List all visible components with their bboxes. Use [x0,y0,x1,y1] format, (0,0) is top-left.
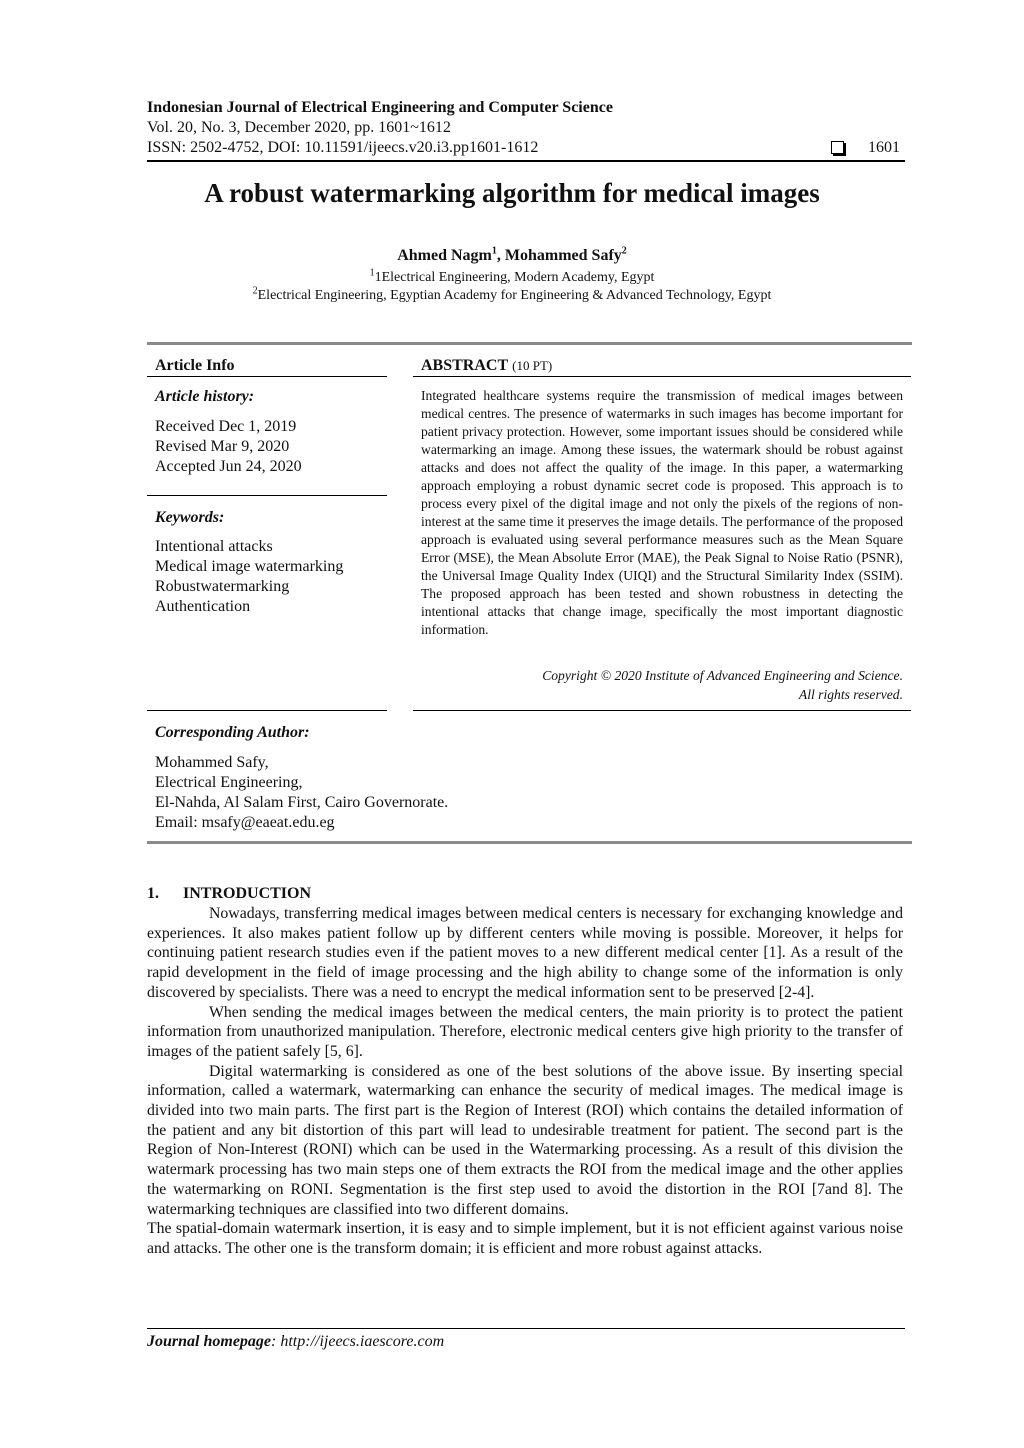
footer-label: Journal homepage [147,1333,272,1350]
received-date: Received Dec 1, 2019 [155,418,297,435]
corresponding-author-label: Corresponding Author: [155,724,310,741]
affiliation-1-text: 1Electrical Engineering, Modern Academy, Egypt [374,270,655,285]
article-info-rule [147,376,387,377]
square-bullet-icon [831,141,844,154]
paper-title: A robust watermarking algorithm for medical images [204,178,820,208]
section-number: 1. [147,885,159,902]
author-2: Mohammed Safy [504,247,622,264]
corresponding-email: Email: msafy@eaeat.edu.eg [155,814,335,831]
intro-paragraph-4: The spatial-domain watermark insertion, it is easy and to simple implement, but it is not efficient against various noise and attacks. The other one is the transform domain; it is efficient and more robust against attacks. [147,1220,903,1257]
copyright [421,666,903,704]
keyword-2: Medical image watermarking [155,558,344,575]
accepted-date: Accepted Jun 24, 2020 [155,458,302,475]
footer-colon: : [271,1333,281,1350]
section-heading [147,885,311,903]
intro-paragraph-2: When sending the medical images between the medical centers, the main priority is to protect the patient information from unauthorized manipulation. Therefore, electronic medical centers give high priority to the transfer of images of the patient safely [5, 6]. [147,1003,903,1060]
abstract-heading: ABSTRACT [421,357,509,374]
issn-doi: ISSN: 2502-4752, DOI: 10.11591/ijeecs.v20.i3.pp1601-1612 [147,139,539,156]
intro-paragraph-3: Digital watermarking is considered as one of the best solutions of the above issue. By inserting special information, called a watermark, watermarking can enhance the security of medical images. The medical image is divided into two main parts. The first part is the Region of Interest (ROI) which contains the detailed information of the patient and any bit distortion of this part will lead to undesirable treatment for patient. The second part is the Region of Non-Interest (RONI) which can be used in the Watermarking processing. As a result of this division the watermark processing has two main steps one of them extracts the ROI from the medical image and the other applies the watermarking on RONI. Segmentation is the first step used to avoid the distortion in the ROI [7and 8]. The watermarking techniques are classified into two different domains. [147,1062,903,1218]
journal-homepage-link[interactable]: http://ijeecs.iaescore.com [280,1333,445,1350]
keyword-3: Robustwatermarking [155,578,290,595]
abstract-text: Integrated healthcare systems require the transmission of medical images between medical centres. The presence of watermarks in such images has become important for patient privacy protection. However, some important issues should be considered while watermarking an image. Among these issues, the watermark should be robust against attacks and does not affect the quality of the image. In this paper, a watermarking approach employing a robust dynamic secret code is proposed. This approach is to process every pixel of the digital image and not only the pixels of the regions of non-interest at the same time it preserves the image details. The performance of the proposed approach is evaluated using several performance measures such as the Mean Square Error (MSE), the Mean Absolute Error (MAE), the Peak Signal to Noise Ratio (PSNR), the Universal Image Quality Index (UIQI) and the Structural Similarity Index (SSIM). The proposed approach has been tested and shown robustness in detecting the intentional attacks that change image, specifically the most important diagnostic information. [421,388,903,637]
keywords-rule [147,495,387,496]
abstract-bottom-rule [413,710,911,711]
keyword-4: Authentication [155,598,251,615]
corresponding-address: El-Nahda, Al Salam First, Cairo Governorate. [155,794,449,811]
article-info-heading: Article Info [155,357,235,374]
affiliation-1-sup: 1 [369,267,375,279]
header-rule [147,160,905,162]
author-1: Ahmed Nagm [397,247,492,264]
copyright-line-2: All rights reserved. [798,687,903,702]
page-number: 1601 [868,139,900,156]
affiliation-1 [0,268,1024,287]
corresponding-dept: Electrical Engineering, [155,774,303,791]
footer [147,1333,444,1351]
corresponding-name: Mohammed Safy, [155,754,269,771]
intro-paragraph-1: Nowadays, transferring medical images between medical centers is necessary for exchanging knowledge and experiences. It also makes patient follow up by different centers while moving is possible. Moreover, it helps for continuing patient research studies even if the patient moves to a new different medical center [1]. As a result of the rapid development in the field of image processing and the high ability to change some of the information is only discovered by specialists. There was a need to encrypt the medical information sent to be preserved [2-4]. [147,905,903,1001]
introduction-body [147,904,903,1259]
section-title: INTRODUCTION [183,885,312,902]
keyword-1: Intentional attacks [155,538,273,555]
footer-rule [147,1328,905,1329]
author-separator: , [496,247,505,264]
affiliation-2-text: Electrical Engineering, Egyptian Academy for Engineering & Advanced Technology, Egypt [257,288,772,303]
journal-name: Indonesian Journal of Electrical Engineering and Computer Science [147,99,613,116]
affiliation-2-sup: 2 [252,285,258,297]
abstract-heading-note: (10 PT) [512,358,553,373]
abstract-rule [413,376,911,377]
volume-info: Vol. 20, No. 3, December 2020, pp. 1601~1612 [147,119,451,136]
author-1-sup: 1 [491,245,497,257]
keywords-label: Keywords: [155,509,225,526]
revised-date: Revised Mar 9, 2020 [155,438,290,455]
info-box-top-rule [147,342,912,345]
affiliation-2 [0,286,1024,305]
abstract-heading-row [421,357,552,375]
article-info-bottom-rule [147,710,387,711]
authors [0,247,1024,265]
article-history-label: Article history: [155,388,255,405]
author-2-sup: 2 [621,245,627,257]
copyright-line-1: Copyright © 2020 Institute of Advanced Engineering and Science. [542,668,903,683]
info-box-bottom-rule [147,841,912,844]
